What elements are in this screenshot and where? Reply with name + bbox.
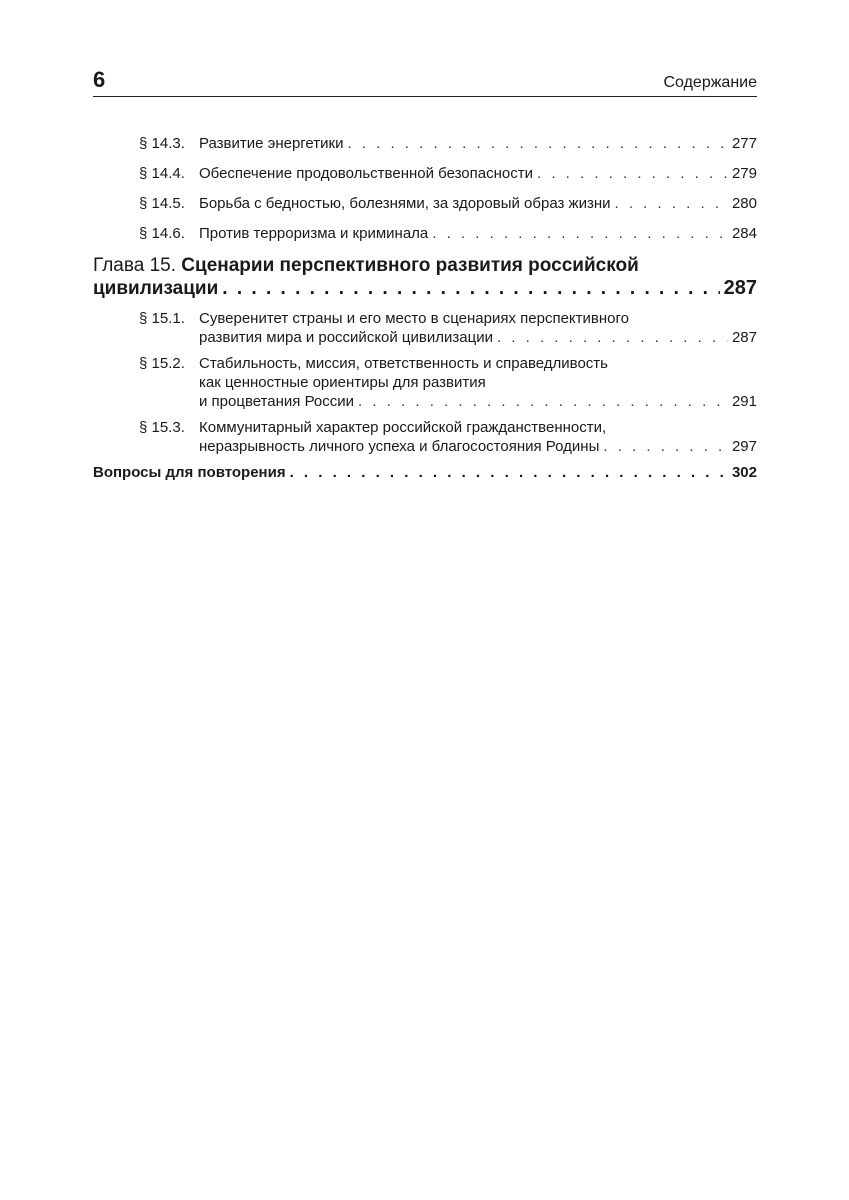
page-ref: 291 xyxy=(731,393,757,410)
section-title: Развитие энергетики xyxy=(199,135,344,152)
chapter-label: Глава 15. xyxy=(93,255,182,276)
dot-leader xyxy=(222,277,719,300)
section-number: § 14.3. xyxy=(139,135,185,152)
page-ref: 287 xyxy=(731,329,757,346)
toc-entry-15-2[interactable] xyxy=(93,354,757,411)
toc-entry-15-3[interactable] xyxy=(93,418,757,456)
section-title-continued: как ценностные ориентиры для развития xyxy=(199,374,486,391)
toc-entry-14-4[interactable] xyxy=(93,164,757,183)
section-title: Обеспечение продовольственной безопасности xyxy=(199,165,533,182)
page-ref: 287 xyxy=(723,277,757,299)
section-title: Стабильность, миссия, ответственность и справедливость xyxy=(199,355,608,372)
section-number: § 14.6. xyxy=(139,225,185,242)
dot-leader xyxy=(347,134,728,153)
dot-leader xyxy=(615,194,728,213)
section-title: Коммунитарный характер российской гражданственности, xyxy=(199,419,607,436)
page-ref: 302 xyxy=(731,464,757,481)
page-number: 6 xyxy=(93,67,106,92)
section-title-continued: и процветания России xyxy=(199,393,355,410)
running-title: Содержание xyxy=(663,74,757,91)
chapter-title: Сценарии перспективного развития российской xyxy=(181,255,639,276)
toc-entry-14-5[interactable] xyxy=(93,194,757,213)
page-ref: 277 xyxy=(731,135,757,152)
table-of-contents xyxy=(93,134,757,482)
section-title: Борьба с бедностью, болезнями, за здоровый образ жизни xyxy=(199,195,611,212)
toc-entry-14-6[interactable] xyxy=(93,224,757,243)
page-header xyxy=(93,66,757,97)
toc-chapter-15[interactable] xyxy=(93,254,757,300)
toc-entry-14-3[interactable] xyxy=(93,134,757,153)
page-ref: 284 xyxy=(731,225,757,242)
section-number: § 14.4. xyxy=(139,165,185,182)
section-title-continued: развития мира и российской цивилизации xyxy=(199,329,493,346)
dot-leader xyxy=(432,224,728,243)
dot-leader xyxy=(537,164,728,183)
chapter-title-continued: цивилизации xyxy=(93,278,219,299)
page-ref: 279 xyxy=(731,165,757,182)
dot-leader xyxy=(603,437,728,456)
toc-entry-15-1[interactable] xyxy=(93,309,757,347)
review-title: Вопросы для повторения xyxy=(93,464,286,481)
page-ref: 280 xyxy=(731,195,757,212)
page-ref: 297 xyxy=(731,438,757,455)
dot-leader xyxy=(358,392,728,411)
section-title: Против терроризма и криминала xyxy=(199,225,429,242)
section-number: § 15.3. xyxy=(139,419,185,436)
section-title-continued: неразрывность личного успеха и благосостояния Родины xyxy=(199,438,600,455)
dot-leader xyxy=(290,463,728,482)
section-title: Суверенитет страны и его место в сценариях перспективного xyxy=(199,310,629,327)
dot-leader xyxy=(497,328,728,347)
section-number: § 15.2. xyxy=(139,355,185,372)
toc-review-questions[interactable] xyxy=(93,463,757,482)
section-number: § 15.1. xyxy=(139,310,185,327)
section-number: § 14.5. xyxy=(139,195,185,212)
